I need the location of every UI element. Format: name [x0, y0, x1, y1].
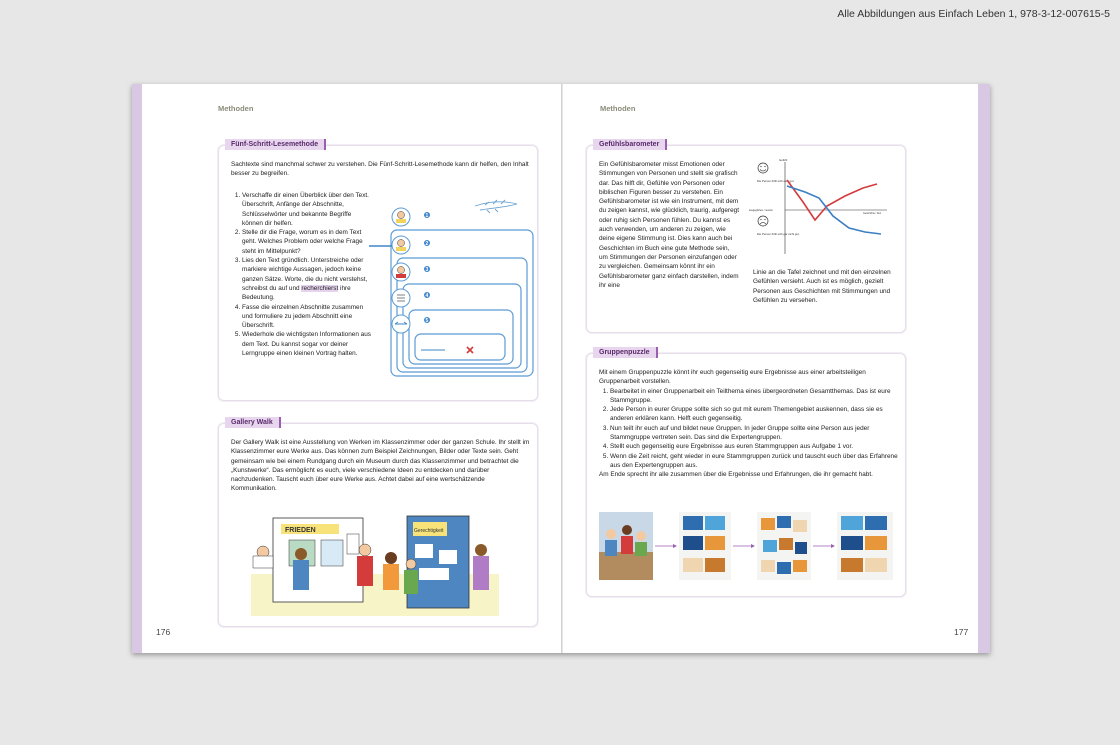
right-section-label: Methoden [600, 104, 636, 113]
nest-rect-1 [391, 230, 533, 376]
fig-num-4: 4 [425, 293, 429, 299]
step-5: 5. Wiederhole die wichtigsten Informationen aus dem Text. Du kannst sogar vor deiner Lerngruppe einen kleinen Vortrag halten. [242, 330, 371, 358]
puzzle-step-1: 1. Bearbeitet in einer Gruppenarbeit ein Teilthema eines übergeordneten Gesamtthemas. Das ist eure Stammgruppe. [610, 387, 899, 406]
puzzle-step-2: 2. Jede Person in eurer Gruppe sollte sich so gut mit eurem Themengebiet auskennen, dass sie es anderen erklären kann. Helft euch gegenseitig. [610, 405, 899, 424]
puzzle-outro: Am Ende sprecht ihr alle zusammen über die Ergebnisse und Erfahrungen, die ihr gemacht habt. [599, 471, 873, 479]
nest-rect-5 [415, 334, 505, 360]
puzzle-intro: Mit einem Gruppenpuzzle könnt ihr euch gegenseitig eure Ergebnisse aus einer arbeitsteiligen Gruppenarbeit vorstellen. [599, 369, 866, 386]
barometer-box [586, 141, 906, 333]
step-3-text-a: Lies den Text gründlich. Unterstreiche oder markiere wichtige Aussagen, jedoch keine ganzen Sätze. Worte, die du nicht verstehst, schreibst du auf und [242, 257, 368, 292]
book-spine [561, 84, 563, 653]
puzzle-illustration [599, 512, 895, 582]
barometer-text-right: Linie an die Tafel zeichnet und mit den einzelnen Gefühlen versieht. Auch ist es möglich, gezielt Personen aus Geschichten mit Stimmungen und Gefühlen zu versehen. [753, 269, 891, 304]
nest-rect-2 [397, 258, 527, 372]
left-section-label: Methoden [218, 104, 254, 113]
step-3 [242, 256, 371, 302]
happy-face-icon [758, 163, 768, 173]
image-credit: Alle Abbildungen aus Einfach Leben 1, 978-3-12-007615-5 [837, 8, 1110, 20]
poster-frieden: FRIEDEN [285, 527, 316, 534]
right-page-number: 177 [954, 627, 969, 637]
right-page-edge [978, 84, 990, 653]
puzzle-step-3: 3. Nun teilt ihr euch auf und bildet neue Gruppen. In jeder Gruppe sollte eine Person aus jeder Stammgruppe vertreten sein. Das sind die Expertengruppen. [610, 424, 899, 443]
sad-face-icon [758, 216, 768, 226]
puzzle-step-5: 5. Wenn die Zeit reicht, geht wieder in eure Stammgruppen zurück und tauscht euch über das Erfahrene aus den Expertengruppen aus. [610, 452, 899, 471]
y-axis-label: Gefühl [779, 158, 788, 162]
five-step-title: Fünf-Schritt-Lesemethode [225, 139, 326, 150]
happy-label: Die Person fühlt sich sehr gut. [757, 179, 795, 183]
gallery-walk-title: Gallery Walk [225, 417, 281, 428]
barometer-title: Gefühlsbarometer [593, 139, 667, 150]
book-spread [132, 84, 990, 653]
gallery-walk-text: Der Gallery Walk ist eine Ausstellung von Werken im Klassenzimmer oder der ganzen Schule. Ihr stellt im Klassenzimmer eure Werke aus. Das können zum Beispiel Zeichnungen, Bilder oder Texte sein. Geht gemeinsam wie bei einem Rundgang durch ein Museum durch das Klassenzimmer und betrachtet die „Kunstwerke“. Das ermöglicht es euch, viele verschiedene Ideen zu entdecken und darüber nachzudenken. Tauscht euch über eure Werke aus. Achtet dabei auf eine wertschätzende Kommunikation. [231, 439, 530, 493]
step-3-text-b: ihre Bedeutung. [242, 284, 351, 302]
barometer-chart [747, 158, 897, 256]
barometer-text-left: Ein Gefühlsbarometer misst Emotionen oder Stimmungen von Personen und stellt sie grafisch dar. Das hilft dir, Gefühle von Personen oder biblischen Figuren besser zu verstehen. Ein Gefühlsbarometer ist wie ein Instrument, mit dem du zeigen kannst, wie glücklich, traurig, aufgeregt oder ruhig sich Personen fühlen. Du kannst es auch verwenden, um anderen zu zeigen, wie deine eigene Stimmung ist. Dies kann auch bei Geschichten im Buch eine gute Methode sein, um Stimmungen der Personen einzufangen oder zu vergleichen. Gemeinsam könnt ihr ein Gefühlsbarometer ganz einfach darstellen, indem ihr eine [599, 161, 739, 289]
sad-label: Die Person fühlt sich gar nicht gut. [757, 232, 800, 236]
gallery-walk-illustration [251, 510, 499, 616]
five-step-intro: Sachtexte sind manchmal schwer zu verstehen. Die Fünf-Schritt-Lesemethode kann dir helfen, den Inhalt besser zu begreifen. [231, 161, 529, 178]
puzzle-title: Gruppenpuzzle [593, 347, 658, 358]
cross-icon [467, 347, 473, 353]
step-2: 2. Stelle dir die Frage, worum es in dem Text geht. Welches Problem oder welche Frage steht im Mittelpunkt? [242, 228, 371, 256]
nest-rect-3 [403, 284, 521, 368]
feather-icon [475, 200, 517, 213]
five-step-list [231, 191, 371, 358]
five-step-box [218, 141, 538, 401]
puzzle-step-4: 4. Stellt euch gegenseitig eure Ergebnisse aus euren Stammgruppen aus Aufgabe 1 vor. [610, 442, 899, 451]
puzzle-box [586, 349, 906, 597]
step-4: 4. Fasse die einzelnen Abschnitte zusammen und formuliere zu jedem Abschnitt eine Überschrift. [242, 303, 371, 331]
fig-num-5: 5 [425, 318, 429, 324]
mid-axis-label: ausgeglichen / neutral [749, 209, 773, 212]
fig-num-3: 3 [425, 267, 429, 273]
fig-num-1: 1 [425, 213, 429, 219]
x-axis-label: Geschichte / Zeit [863, 212, 881, 215]
poster-gerechtigkeit: Gerechtigkeit [414, 528, 444, 534]
gallery-walk-box [218, 419, 538, 627]
step-3-highlight: recherchierst [301, 284, 339, 292]
left-page-number: 176 [156, 627, 171, 637]
reading-figures [392, 208, 410, 333]
five-step-illustration [375, 196, 535, 381]
fig-num-2: 2 [425, 241, 429, 247]
left-page-edge [132, 84, 142, 653]
step-1: 1. Verschaffe dir einen Überblick über den Text. Überschrift, Anfänge der Abschnitte, Schlüsselwörter und bekannte Begriffe können dir helfen. [242, 191, 371, 228]
puzzle-text [599, 368, 899, 480]
